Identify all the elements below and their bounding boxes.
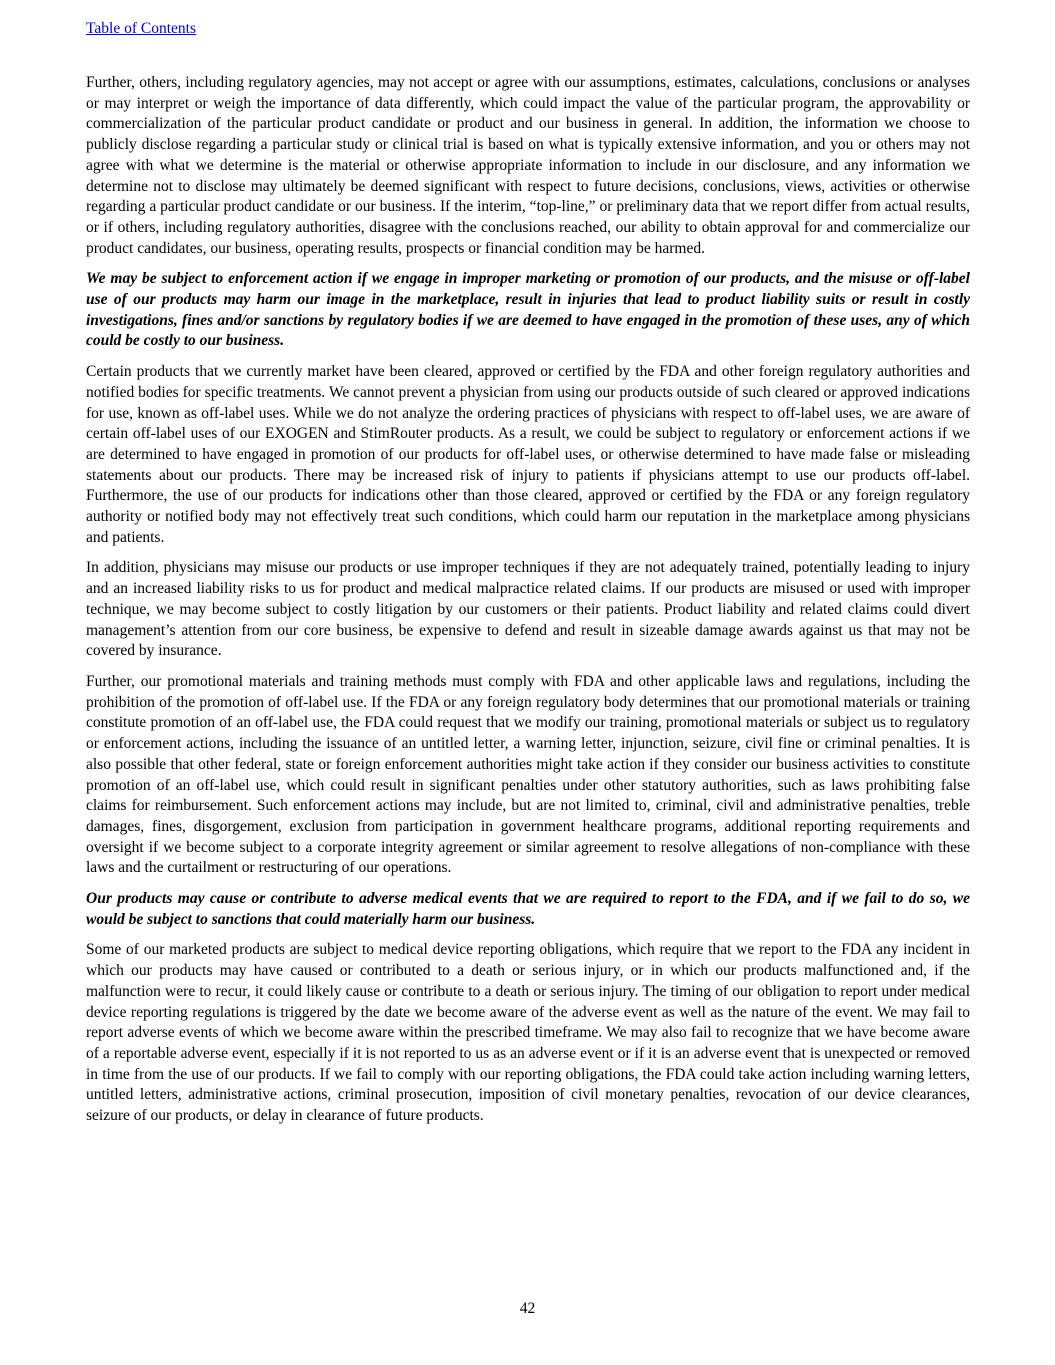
document-body (86, 73, 970, 1137)
body-paragraph: Further, our promotional materials and training methods must comply with FDA and other applicable laws and regulations, including the prohibition of the promotion of off-label use. If the FDA or any foreign regulatory body determines that our promotional materials or training constitute promotion of an off-label use, the FDA could request that we modify our training, promotional materials or subject us to regulatory or enforcement actions, including the issuance of an untitled letter, a warning letter, injunction, seizure, civil fine or criminal penalties. It is also possible that other federal, state or foreign enforcement authorities might take action if they consider our business activities to constitute promotion of an off-label use, which could result in significant penalties under other statutory authorities, such as laws prohibiting false claims for reimbursement. Such enforcement actions may include, but are not limited to, criminal, civil and administrative penalties, treble damages, fines, disgorgement, exclusion from participation in government healthcare programs, additional reporting requirements and oversight if we become subject to a corporate integrity agreement or similar agreement to resolve allegations of non-compliance with these laws and the curtailment or restructuring of our operations. (86, 672, 970, 877)
risk-factor-heading: Our products may cause or contribute to adverse medical events that we are required to report to the FDA, and if we fail to do so, we would be subject to sanctions that could materially harm our business. (86, 890, 970, 928)
body-paragraph: Further, others, including regulatory agencies, may not accept or agree with our assumptions, estimates, calculations, conclusions or analyses or may interpret or weigh the importance of data differently, which could impact the value of the particular program, the approvability or commercialization of the particular product candidate or product and our business in general. In addition, the information we choose to publicly disclose regarding a particular study or clinical trial is based on what is typically extensive information, and you or others may not agree with what we determine is the material or otherwise appropriate information to include in our disclosure, and any information we determine not to disclose may ultimately be deemed significant with respect to future decisions, conclusions, views, activities or otherwise regarding a particular product candidate or our business. If the interim, “top-line,” or preliminary data that we report differ from actual results, or if others, including regulatory authorities, disagree with the conclusions reached, our ability to obtain approval for and commercialize our product candidates, our business, operating results, prospects or financial condition may be harmed. (86, 74, 970, 257)
body-paragraph: Some of our marketed products are subject to medical device reporting obligations, which require that we report to the FDA any incident in which our products may have caused or contributed to a death or serious injury, or in which our products malfunctioned and, if the malfunction were to recur, it could likely cause or contribute to a death or serious injury. The timing of our obligation to report under medical device reporting regulations is triggered by the date we become aware of the adverse event as well as the nature of the event. We may fail to report adverse events of which we become aware within the prescribed timeframe. We may also fail to recognize that we have become aware of a reportable adverse event, especially if it is not reported to us as an adverse event or if it is an adverse event that is unexpected or removed in time from the use of our products. If we fail to comply with our reporting obligations, the FDA could take action including warning letters, untitled letters, administrative actions, criminal prosecution, imposition of civil monetary penalties, revocation of our device clearances, seizure of our products, or delay in clearance of future products. (86, 941, 970, 1125)
risk-factor-heading: We may be subject to enforcement action if we engage in improper marketing or promotion of our products, and the misuse or off-label use of our products may harm our image in the marketplace, result in injuries that lead to product liability suits or result in costly investigations, fines and/or sanctions by regulatory bodies if we are deemed to have engaged in the promotion of these uses, any of which could be costly to our business. (86, 270, 970, 350)
page-number: 42 (519, 1300, 536, 1317)
table-of-contents-link[interactable]: Table of Contents (86, 20, 196, 37)
body-paragraph: In addition, physicians may misuse our products or use improper techniques if they are not adequately trained, potentially leading to injury and an increased liability risks to us for product and medical malpractice related claims. If our products are misused or used with improper technique, we may become subject to costly litigation by our customers or their patients. Product liability and related claims could divert management’s attention from our core business, be expensive to defend and result in sizeable damage awards against us that may not be covered by insurance. (86, 559, 970, 660)
body-paragraph: Certain products that we currently market have been cleared, approved or certified by the FDA and other foreign regulatory authorities and notified bodies for specific treatments. We cannot prevent a physician from using our products outside of such cleared or approved indications for use, known as off-label uses. While we do not analyze the ordering practices of physicians with respect to off-label uses, we are aware of certain off-label uses of our EXOGEN and StimRouter products. As a result, we could be subject to regulatory or enforcement actions if we are determined to have engaged in promotion of our products for off-label uses, or otherwise determined to have made false or misleading statements about our products. There may be increased risk of injury to patients if physicians attempt to use our products off-label. Furthermore, the use of our products for indications other than those cleared, approved or certified by the FDA or any foreign regulatory authority or notified body may not effectively treat such conditions, which could harm our reputation in the marketplace among physicians and patients. (86, 363, 970, 546)
